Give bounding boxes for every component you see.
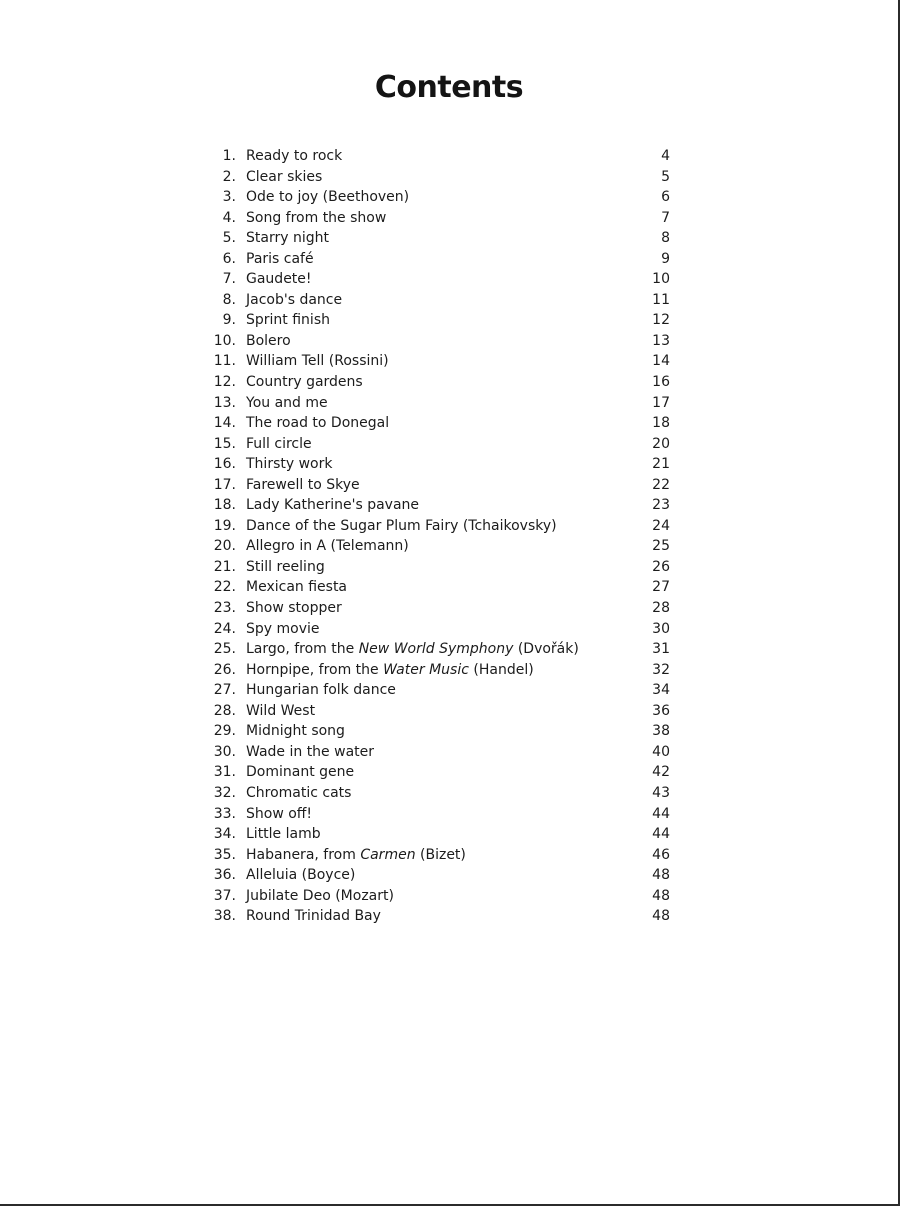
toc-entry-title-part: Ode to joy (Beethoven) — [246, 189, 410, 206]
toc-entry-title — [246, 865, 630, 886]
toc-entry — [200, 762, 670, 783]
toc-entry-page-number: 36 — [652, 702, 670, 719]
toc-entry-page-number: 46 — [652, 846, 670, 863]
toc-entry-title-part: (Dvořák) — [513, 641, 579, 658]
toc-entry-title-part: Still reeling — [246, 558, 325, 575]
toc-entry-title-part: Gaudete! — [246, 271, 312, 288]
toc-entry-number: 11. — [213, 353, 236, 370]
toc-entry-title-part: Jacob's dance — [246, 291, 343, 308]
toc-entry-page-number: 12 — [652, 312, 670, 329]
toc-entry-number: 16. — [213, 456, 236, 473]
toc-entry — [200, 167, 670, 188]
toc-entry-number: 30. — [213, 743, 236, 760]
toc-entry — [200, 351, 670, 372]
toc-entry — [200, 290, 670, 311]
toc-entry — [200, 824, 670, 845]
toc-entry-page-number: 7 — [661, 209, 670, 226]
toc-entry-page-number: 18 — [652, 415, 670, 432]
toc-entry-number: 27. — [213, 682, 236, 699]
toc-entry-number: 34. — [213, 826, 236, 843]
toc-entry-title-part: Country gardens — [246, 374, 363, 391]
toc-entry-title-part: Dance of the Sugar Plum Fairy (Tchaikovsky) — [246, 517, 557, 534]
toc-entry-page-number: 22 — [652, 476, 670, 493]
toc-entry — [200, 701, 670, 722]
toc-entry — [200, 906, 670, 927]
toc-entry — [200, 536, 670, 557]
toc-entry — [200, 310, 670, 331]
toc-entry-title — [246, 536, 630, 557]
toc-entry-title — [246, 351, 630, 372]
toc-entry-page-number: 6 — [661, 189, 670, 206]
toc-entry-title-part: Round Trinidad Bay — [246, 908, 381, 925]
toc-entry-title-part: You and me — [246, 394, 328, 411]
toc-entry — [200, 475, 670, 496]
toc-entry — [200, 146, 670, 167]
toc-entry-number: 5. — [222, 230, 236, 247]
toc-entry-page-number: 5 — [661, 168, 670, 185]
toc-entry-title-part: Hornpipe, from the — [246, 661, 384, 678]
toc-entry-page-number: 4 — [661, 148, 670, 164]
toc-entry — [200, 598, 670, 619]
toc-entry-title-part: Sprint finish — [246, 312, 330, 329]
toc-entry-number: 20. — [213, 538, 236, 555]
toc-entry-title — [246, 187, 630, 208]
toc-entry-number: 33. — [213, 805, 236, 822]
toc-entry-number: 13. — [213, 394, 236, 411]
toc-entry-work-title: Carmen — [360, 846, 416, 863]
toc-entry-page-number: 40 — [652, 743, 670, 760]
toc-entry-title — [246, 290, 630, 311]
toc-entry-page-number: 10 — [652, 271, 670, 288]
toc-entry-page-number: 42 — [652, 764, 670, 781]
toc-entry — [200, 742, 670, 763]
toc-entry-page-number: 44 — [652, 805, 670, 822]
toc-entry-number: 31. — [213, 764, 236, 781]
toc-entry-title — [246, 454, 630, 475]
toc-entry-title-part: Full circle — [246, 435, 312, 452]
toc-entry-number: 9. — [222, 312, 236, 329]
toc-entry-title — [246, 762, 630, 783]
toc-entry-page-number: 30 — [652, 620, 670, 637]
toc-entry-title — [246, 228, 630, 249]
toc-entry-title-part: Show off! — [246, 805, 313, 822]
toc-entry-title-part: Wade in the water — [246, 743, 375, 760]
toc-entry-number: 38. — [213, 908, 236, 925]
toc-entry-page-number: 38 — [652, 723, 670, 740]
toc-entry-number: 19. — [213, 517, 236, 534]
toc-entry-title-part: Mexican fiesta — [246, 579, 348, 596]
toc-entry-work-title: New World Symphony — [358, 641, 514, 658]
toc-entry-title — [246, 639, 630, 660]
toc-entry-number: 2. — [222, 168, 236, 185]
toc-entry-title — [246, 393, 630, 414]
toc-entry — [200, 845, 670, 866]
toc-entry-number: 7. — [222, 271, 236, 288]
toc-entry-title-part: Jubilate Deo (Mozart) — [246, 887, 394, 904]
toc-entry-page-number: 32 — [652, 661, 670, 678]
toc-entry-title-part: Show stopper — [246, 600, 342, 617]
toc-entry-title-part: Ready to rock — [246, 148, 343, 164]
toc-entry-title-part: Allegro in A (Telemann) — [246, 538, 409, 555]
toc-entry-page-number: 13 — [652, 332, 670, 349]
toc-entry-title-part: Clear skies — [246, 168, 323, 185]
toc-entry-number: 8. — [222, 291, 236, 308]
toc-entry-number: 35. — [213, 846, 236, 863]
toc-entry — [200, 721, 670, 742]
toc-entry-number: 23. — [213, 600, 236, 617]
toc-entry-page-number: 48 — [652, 908, 670, 925]
toc-entry-page-number: 34 — [652, 682, 670, 699]
toc-entry-title-part: William Tell (Rossini) — [246, 353, 389, 370]
page-title: Contents — [374, 70, 524, 105]
toc-entry-number: 32. — [213, 784, 236, 801]
toc-entry-title-part: Farewell to Skye — [246, 476, 360, 493]
toc-entry-page-number: 14 — [652, 353, 670, 370]
toc-entry — [200, 269, 670, 290]
toc-entry-page-number: 11 — [652, 291, 670, 308]
toc-entry-title-part: Little lamb — [246, 826, 321, 843]
toc-entry-title-part: Alleluia (Boyce) — [246, 867, 356, 884]
toc-entry-number: 6. — [222, 250, 236, 267]
toc-entry — [200, 639, 670, 660]
toc-entry-title-part: Spy movie — [246, 620, 320, 637]
toc-entry — [200, 557, 670, 578]
toc-entry — [200, 680, 670, 701]
toc-entry-title-part: Starry night — [246, 230, 329, 247]
toc-entry-number: 4. — [222, 209, 236, 226]
toc-entry-number: 26. — [213, 661, 236, 678]
toc-entry-title-part: Dominant gene — [246, 764, 355, 781]
toc-entry-title-part: Chromatic cats — [246, 784, 352, 801]
toc-entry — [200, 495, 670, 516]
toc-entry-page-number: 8 — [661, 230, 670, 247]
toc-entry — [200, 208, 670, 229]
toc-entry-number: 36. — [213, 867, 236, 884]
toc-entry-title-part: (Handel) — [468, 661, 534, 678]
toc-entry-number: 3. — [222, 189, 236, 206]
toc-entry-title — [246, 434, 630, 455]
toc-entry-title — [246, 146, 630, 167]
toc-entry-title — [246, 886, 630, 907]
toc-entry-number: 15. — [213, 435, 236, 452]
toc-entry — [200, 804, 670, 825]
toc-entry-title-part: Song from the show — [246, 209, 387, 226]
toc-entry-title — [246, 577, 630, 598]
toc-entry-number: 14. — [213, 415, 236, 432]
toc-entry — [200, 865, 670, 886]
toc-entry-title — [246, 167, 630, 188]
table-of-contents — [200, 146, 670, 927]
toc-entry — [200, 660, 670, 681]
toc-entry-page-number: 9 — [661, 250, 670, 267]
toc-entry — [200, 434, 670, 455]
toc-entry-page-number: 44 — [652, 826, 670, 843]
toc-entry-title — [246, 824, 630, 845]
toc-entry-title-part: Hungarian folk dance — [246, 682, 396, 699]
toc-entry-title — [246, 310, 630, 331]
toc-entry — [200, 228, 670, 249]
toc-entry-number: 17. — [213, 476, 236, 493]
toc-entry-page-number: 16 — [652, 374, 670, 391]
toc-entry-title-part: (Bizet) — [415, 846, 466, 863]
toc-entry-title — [246, 906, 630, 927]
toc-entry-title — [246, 331, 630, 352]
toc-entry-title — [246, 413, 630, 434]
toc-entry — [200, 372, 670, 393]
toc-entry — [200, 249, 670, 270]
toc-entry — [200, 454, 670, 475]
toc-entry — [200, 516, 670, 537]
toc-entry-title — [246, 701, 630, 722]
toc-entry — [200, 577, 670, 598]
toc-entry-title-part: Habanera, from — [246, 846, 361, 863]
toc-entry-title-part: Lady Katherine's pavane — [246, 497, 420, 514]
toc-entry-title — [246, 619, 630, 640]
toc-entry-title — [246, 660, 630, 681]
toc-entry-number: 18. — [213, 497, 236, 514]
toc-entry-title — [246, 598, 630, 619]
toc-entry-page-number: 17 — [652, 394, 670, 411]
toc-entry-title — [246, 249, 630, 270]
toc-entry-title — [246, 783, 630, 804]
toc-entry-page-number: 21 — [652, 456, 670, 473]
toc-entry-page-number: 28 — [652, 600, 670, 617]
toc-entry-page-number: 26 — [652, 558, 670, 575]
toc-entry — [200, 886, 670, 907]
toc-entry — [200, 393, 670, 414]
toc-entry-number: 37. — [213, 887, 236, 904]
toc-entry-page-number: 43 — [652, 784, 670, 801]
toc-entry — [200, 783, 670, 804]
toc-entry-title-part: Bolero — [246, 332, 291, 349]
toc-entry-title — [246, 495, 630, 516]
toc-entry-title-part: Wild West — [246, 702, 316, 719]
toc-entry-page-number: 23 — [652, 497, 670, 514]
toc-entry-title-part: Thirsty work — [246, 456, 333, 473]
toc-entry-title-part: Largo, from the — [246, 641, 359, 658]
toc-entry-number: 10. — [213, 332, 236, 349]
toc-entry-title — [246, 208, 630, 229]
toc-entry-title-part: Midnight song — [246, 723, 345, 740]
toc-entry-title-part: Paris café — [246, 250, 314, 267]
toc-entry-number: 22. — [213, 579, 236, 596]
toc-entry-title — [246, 845, 630, 866]
toc-entry-title — [246, 557, 630, 578]
toc-entry — [200, 413, 670, 434]
toc-entry-title — [246, 269, 630, 290]
toc-entry-page-number: 31 — [652, 641, 670, 658]
toc-entry-number: 28. — [213, 702, 236, 719]
toc-entry-title — [246, 475, 630, 496]
toc-entry-number: 12. — [213, 374, 236, 391]
toc-entry-page-number: 27 — [652, 579, 670, 596]
toc-entry-page-number: 24 — [652, 517, 670, 534]
toc-entry-number: 21. — [213, 558, 236, 575]
toc-entry-title — [246, 721, 630, 742]
toc-entry-number: 29. — [213, 723, 236, 740]
toc-entry-number: 1. — [222, 148, 236, 164]
toc-entry-work-title: Water Music — [383, 661, 469, 678]
toc-entry-title — [246, 742, 630, 763]
toc-entry — [200, 187, 670, 208]
toc-entry — [200, 331, 670, 352]
toc-entry-page-number: 25 — [652, 538, 670, 555]
toc-entry — [200, 619, 670, 640]
toc-entry-number: 25. — [213, 641, 236, 658]
toc-entry-title — [246, 804, 630, 825]
toc-entry-page-number: 48 — [652, 867, 670, 884]
toc-entry-page-number: 20 — [652, 435, 670, 452]
toc-entry-title-part: The road to Donegal — [246, 415, 390, 432]
toc-entry-title — [246, 372, 630, 393]
toc-entry-title — [246, 680, 630, 701]
toc-entry-page-number: 48 — [652, 887, 670, 904]
toc-entry-title — [246, 516, 630, 537]
toc-entry-number: 24. — [213, 620, 236, 637]
